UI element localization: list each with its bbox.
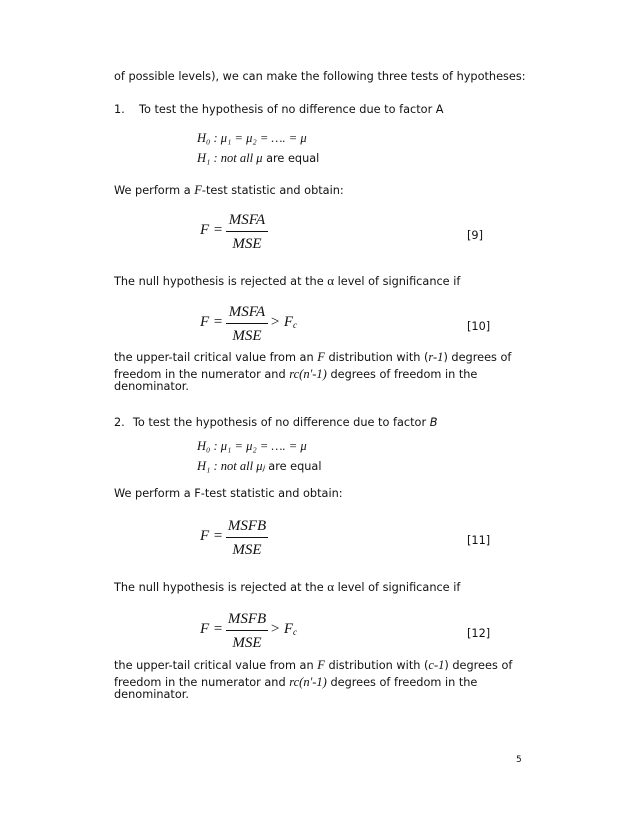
equation-9-denominator: MSE [232, 236, 262, 252]
hypothesis-1-alt-symbol: μ [256, 151, 263, 165]
equation-10-lhs: F = [200, 314, 224, 330]
critical-1-df: r-1 [428, 350, 444, 364]
equation-12-label: [12] [467, 627, 491, 640]
critical-1-text-b: distribution with ( [324, 351, 429, 364]
critical-1-text-c: ) degrees of [443, 351, 512, 364]
critical-2-text-d: freedom in the numerator and [114, 676, 290, 689]
critical-1-text-d: freedom in the numerator and [114, 368, 290, 381]
equation-9-fraction [226, 211, 268, 253]
critical-2-text-a: the upper-tail critical value from an [114, 659, 318, 672]
equation-11-fraction [226, 517, 268, 559]
fraction-bar [226, 323, 268, 324]
hypothesis-2-alt-prefix: H₁ : not all [197, 459, 257, 473]
equation-9-label: [9] [467, 229, 484, 242]
hypothesis-2-alt [197, 455, 321, 474]
critical-1-text-e: degrees of freedom in the [326, 368, 478, 381]
hypothesis-1-null: H₀ : μ₁ = μ₂ = …. = μ [197, 131, 307, 145]
item-2-number: 2. [114, 416, 125, 429]
perform-line-1 [114, 179, 344, 198]
fraction-bar [226, 537, 268, 538]
reject-1-suffix: level of significance if [334, 275, 461, 288]
alpha-symbol: α [327, 273, 335, 288]
hypothesis-1-alt-prefix: H₁ : not all [197, 151, 257, 165]
equation-11-lhs: F = [200, 528, 224, 544]
item-1-text: To test the hypothesis of no difference due to factor A [139, 103, 444, 116]
equation-9-lhs: F = [200, 222, 224, 238]
equation-9-numerator: MSFA [228, 212, 266, 228]
critical-1-F: F [317, 350, 325, 364]
equation-12-numerator: MSFB [227, 611, 267, 627]
item-1-number: 1. [114, 103, 125, 116]
equation-12-rhs-text: > F [270, 621, 294, 637]
critical-2-line-3: denominator. [114, 688, 189, 701]
reject-2-suffix: level of significance if [334, 581, 461, 594]
equation-12-lhs: F = [200, 621, 224, 637]
equation-10-rhs-text: > F [270, 314, 294, 330]
hypothesis-1-alt-suffix: are equal [262, 152, 320, 165]
critical-1-text-a: the upper-tail critical value from an [114, 351, 318, 364]
critical-2-text-c: ) degrees of [444, 659, 513, 672]
equation-11-label: [11] [467, 534, 491, 547]
perform-line-2: We perform a F-test statistic and obtain: [114, 487, 343, 500]
critical-2-text-e: degrees of freedom in the [326, 676, 478, 689]
critical-1-df2: rc(n'-1) [289, 367, 327, 381]
hypothesis-2-alt-symbol: μⱼ [256, 459, 265, 473]
perform-1-prefix: We perform a [114, 184, 195, 197]
reject-line-2 [114, 576, 460, 595]
reject-1-prefix: The null hypothesis is rejected at the [114, 275, 328, 288]
fraction-bar [226, 630, 268, 631]
item-2-factor: B [429, 416, 438, 429]
equation-10-rhs [270, 314, 297, 331]
equation-10-label: [10] [467, 320, 491, 333]
equation-10-denominator: MSE [232, 328, 262, 344]
item-2 [114, 411, 437, 430]
perform-1-suffix: -test statistic and obtain: [201, 184, 344, 197]
critical-2-F: F [317, 658, 325, 672]
intro-line: of possible levels), we can make the following three tests of hypotheses: [114, 70, 526, 83]
item-2-text: To test the hypothesis of no difference due to factor [132, 416, 430, 429]
equation-11-denominator: MSE [232, 542, 262, 558]
equation-10-fraction [226, 303, 268, 345]
fraction-bar [226, 231, 268, 232]
equation-10-rhs-sub: c [293, 320, 298, 330]
hypothesis-1-alt [197, 147, 319, 166]
reject-line-1 [114, 270, 460, 289]
perform-1-symbol: F [194, 183, 202, 197]
page-number: 5 [516, 755, 522, 765]
critical-2-df: c-1 [428, 658, 445, 672]
critical-2-text-b: distribution with ( [324, 659, 429, 672]
equation-10-numerator: MSFA [228, 304, 266, 320]
reject-2-prefix: The null hypothesis is rejected at the [114, 581, 328, 594]
equation-12-denominator: MSE [232, 635, 262, 651]
critical-2-df2: rc(n'-1) [289, 675, 327, 689]
critical-1-line-3: denominator. [114, 380, 189, 393]
alpha-symbol: α [327, 579, 335, 594]
equation-11-numerator: MSFB [227, 518, 267, 534]
equation-12-rhs-sub: c [293, 627, 298, 637]
equation-12-rhs [270, 621, 297, 638]
equation-12-fraction [226, 610, 268, 652]
hypothesis-2-null: H₀ : μ₁ = μ₂ = …. = μ [197, 439, 307, 453]
hypothesis-2-alt-suffix: are equal [264, 460, 322, 473]
